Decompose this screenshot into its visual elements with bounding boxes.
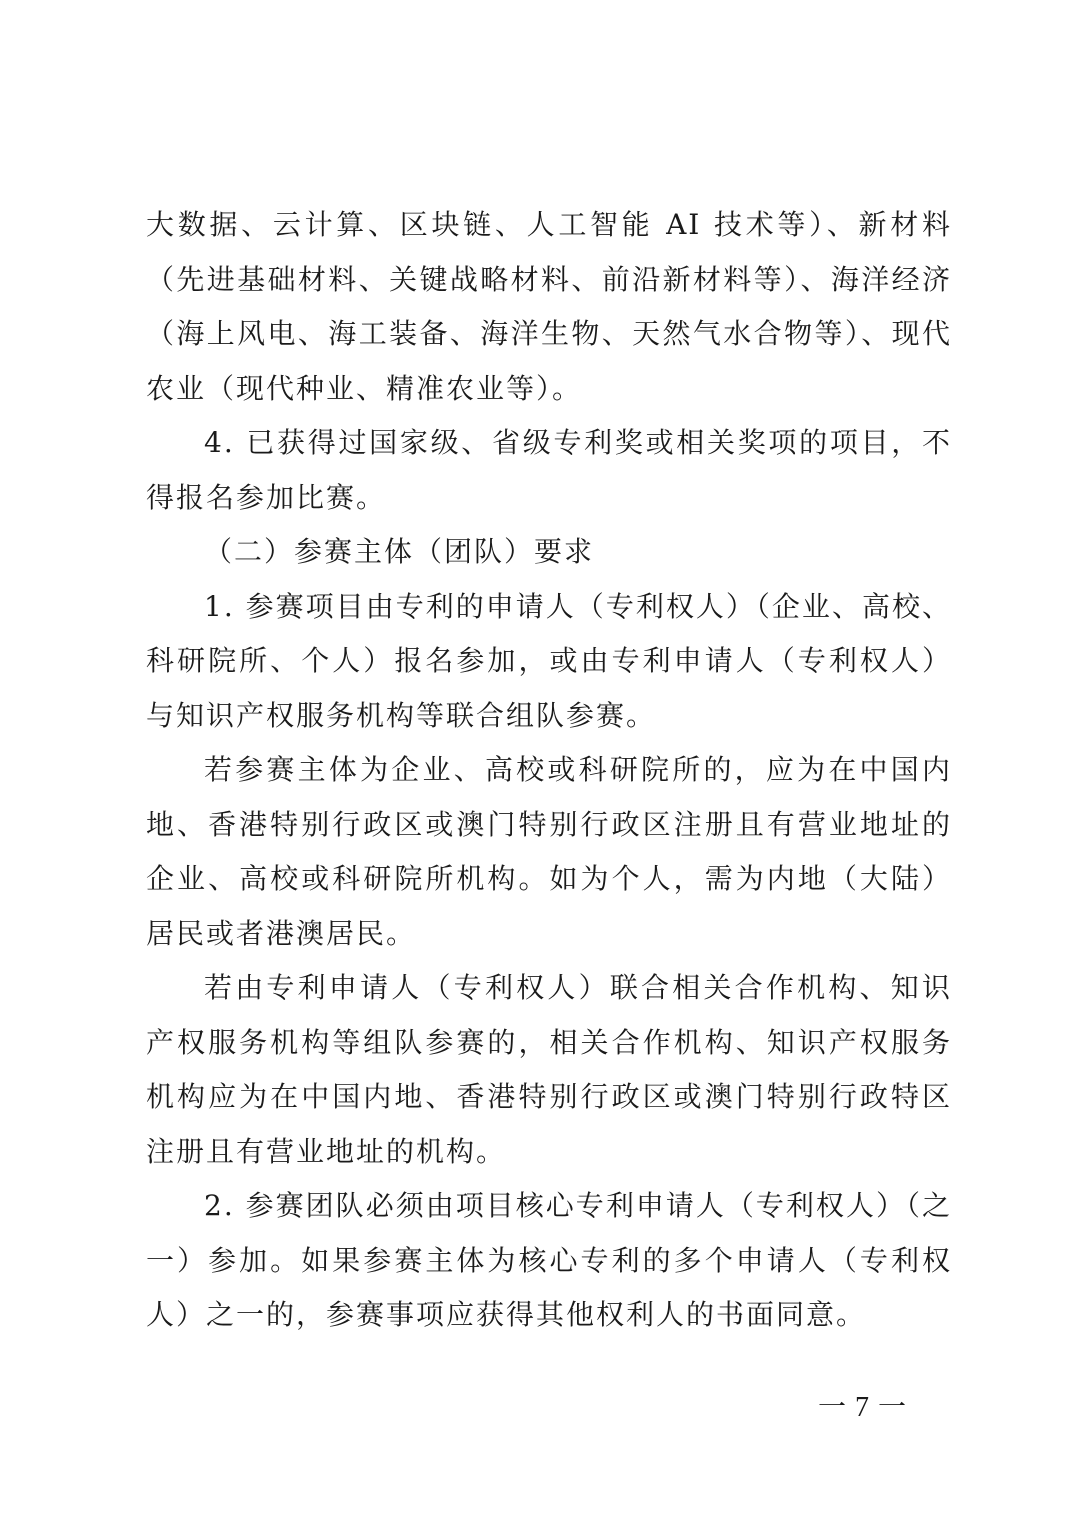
paragraph-item-1: 1. 参赛项目由专利的申请人（专利权人）（企业、高校、科研院所、个人）报名参加，或由专利申请人（专利权人）与知识产权服务机构等联合组队参赛。 bbox=[146, 589, 952, 732]
section-heading-participant-requirements: （二）参赛主体（团队）要求 bbox=[204, 535, 595, 568]
page-number: 一 7 一 bbox=[818, 1392, 908, 1423]
paragraph-item-4: 4. 已获得过国家级、省级专利奖或相关奖项的项目，不得报名参加比赛。 bbox=[146, 426, 952, 514]
paragraph-team-requirements: 若由专利申请人（专利权人）联合相关合作机构、知识产权服务机构等组队参赛的，相关合作机构、知识产权服务机构应为在中国内地、香港特别行政区或澳门特别行政特区注册且有营业地址的机构。 bbox=[146, 971, 952, 1168]
paragraph-entity-requirements: 若参赛主体为企业、高校或科研院所的，应为在中国内地、香港特别行政区或澳门特别行政区注册且有营业地址的企业、高校或科研院所机构。如为个人，需为内地（大陆）居民或者港澳居民。 bbox=[146, 753, 952, 950]
paragraph-item-2: 2. 参赛团队必须由项目核心专利申请人（专利权人）（之一）参加。如果参赛主体为核心专利的多个申请人（专利权人）之一的，参赛事项应获得其他权利人的书面同意。 bbox=[146, 1189, 952, 1331]
paragraph-continued-fields: 大数据、云计算、区块链、人工智能 AI 技术等）、新材料（先进基础材料、关键战略材料、前沿新材料等）、海洋经济（海上风电、海工装备、海洋生物、天然气水合物等）、现代农业（现代种业、精准农业等）。 bbox=[146, 208, 952, 405]
document-body bbox=[146, 198, 952, 1343]
